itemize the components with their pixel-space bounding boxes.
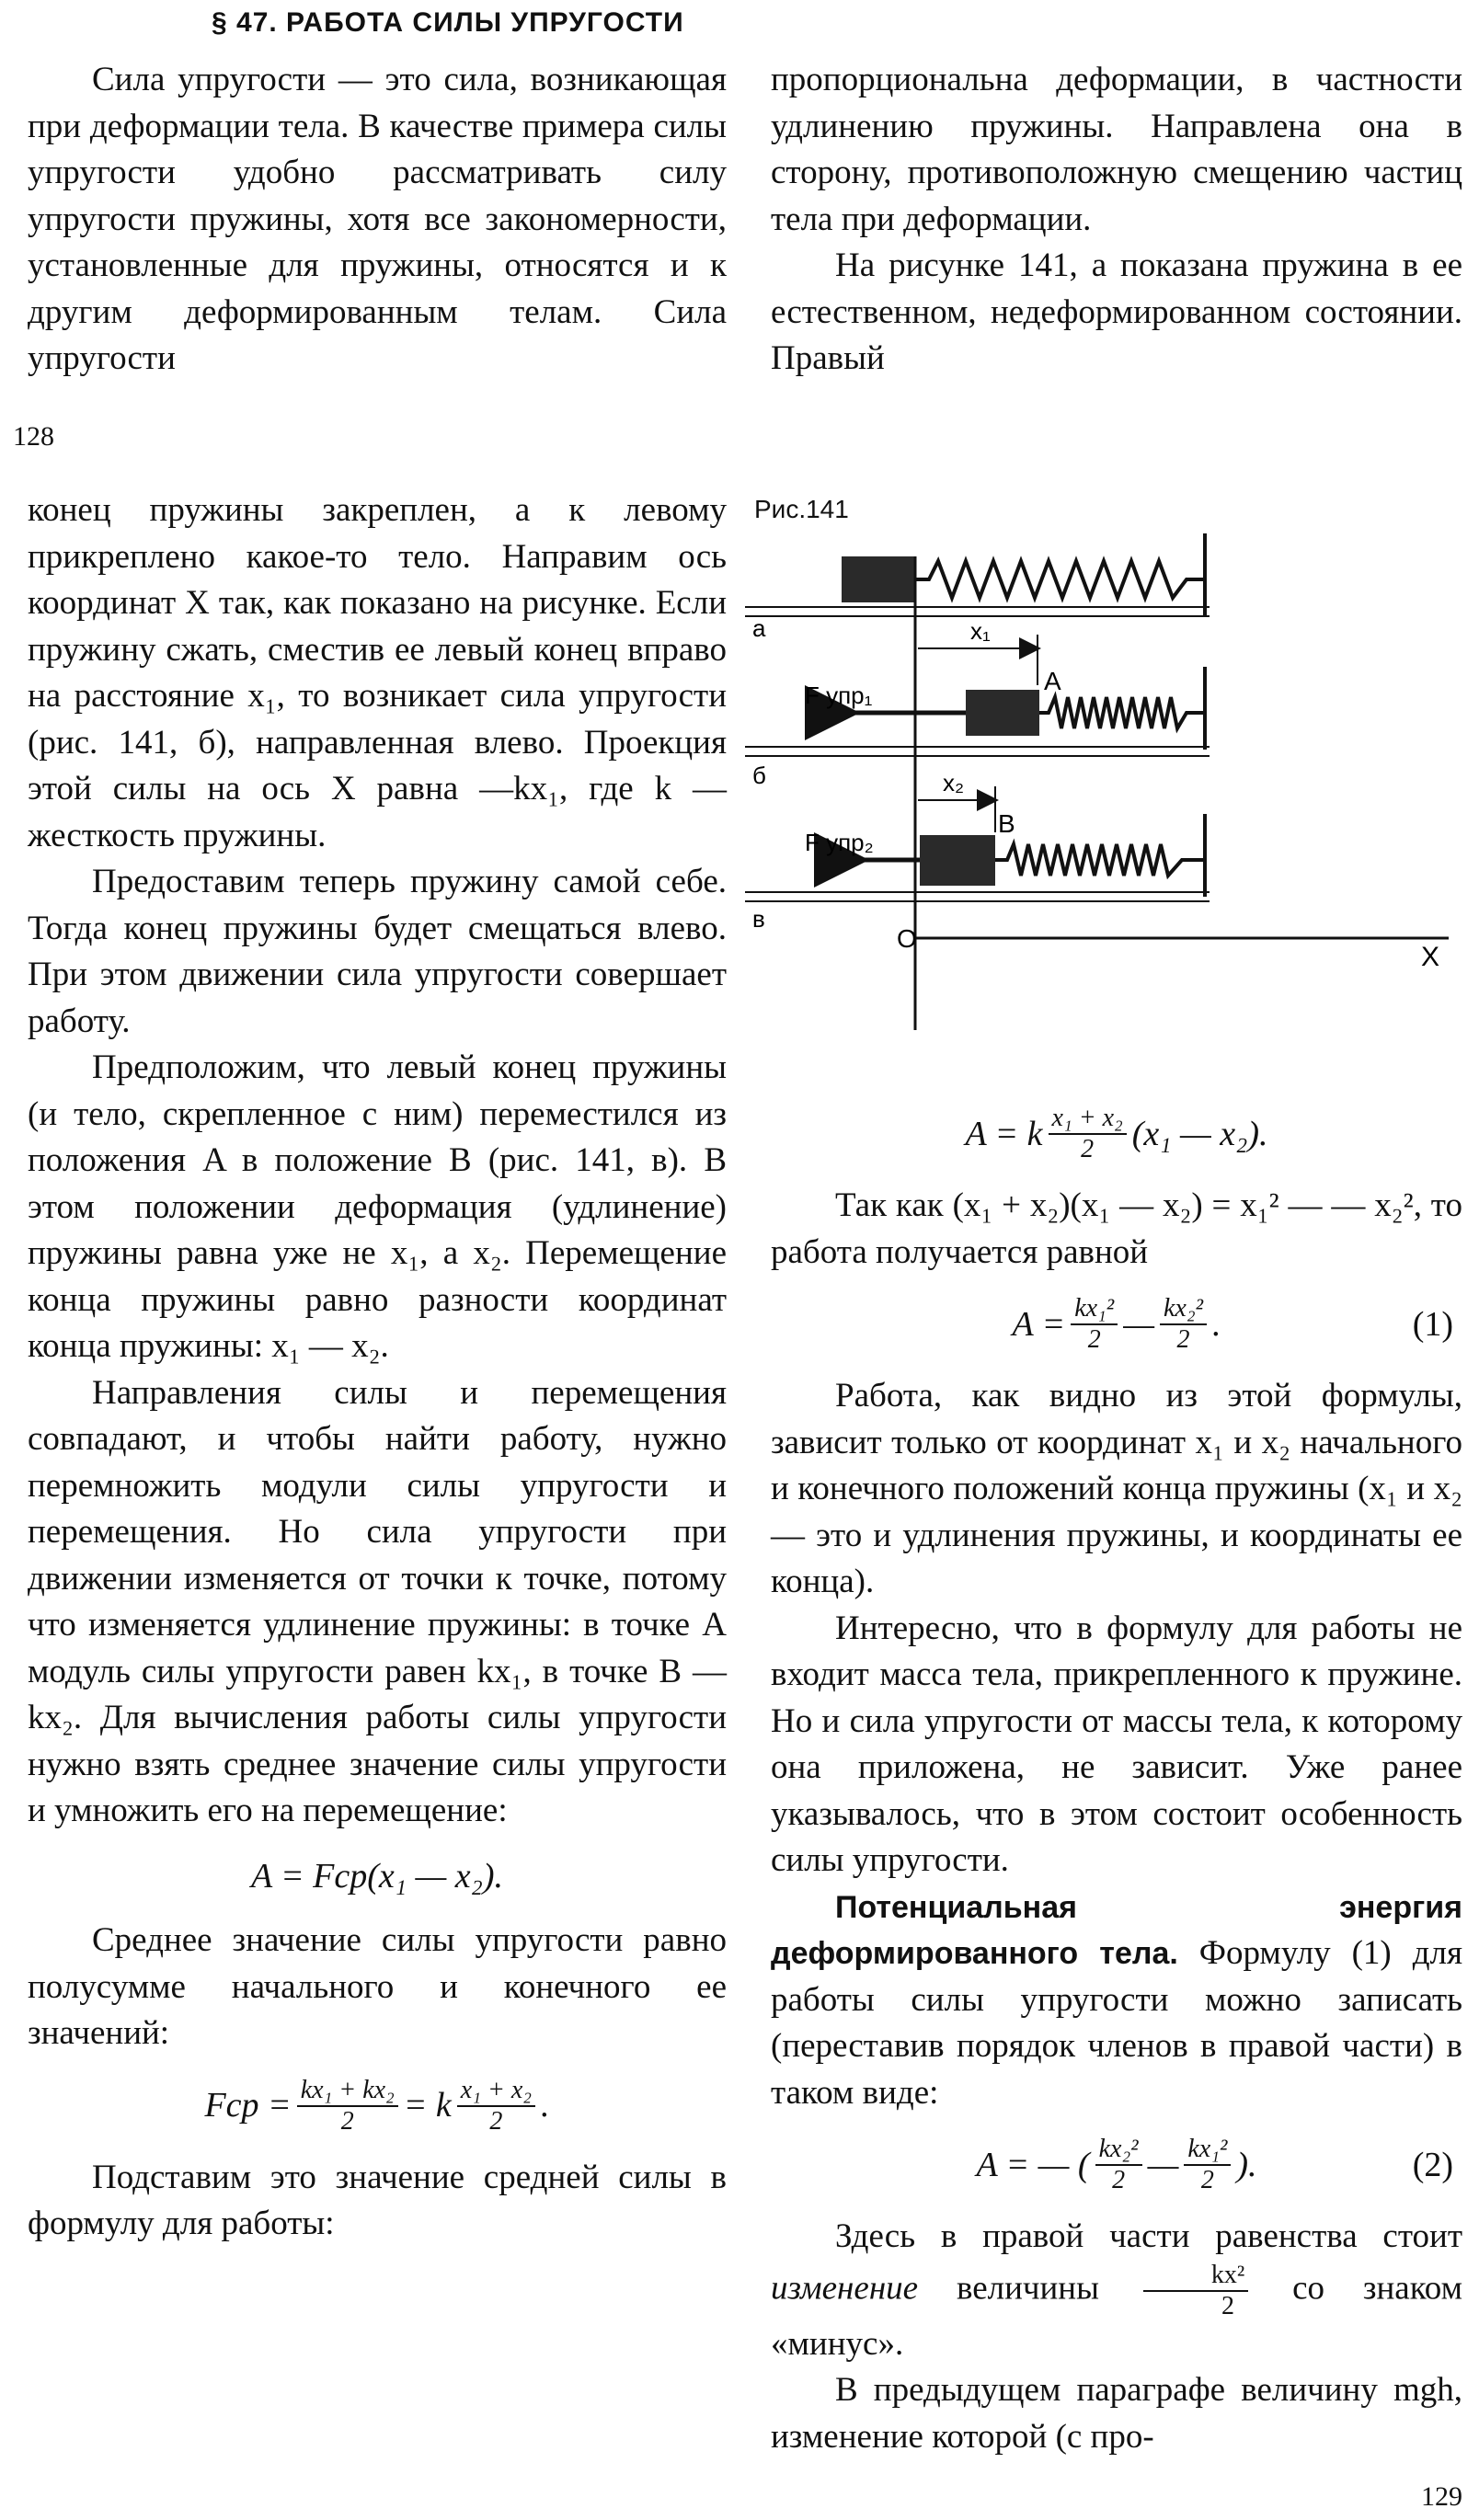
- formula-average-force: [28, 2076, 727, 2136]
- point-a-label: A: [1044, 667, 1061, 695]
- fraction-numerator: kx²: [1143, 2261, 1248, 2292]
- block-compressed: [966, 690, 1039, 736]
- force2-label: F упр₂: [805, 829, 874, 856]
- spring-position-b: [995, 844, 1205, 876]
- force1-label: F упр₁: [805, 682, 873, 709]
- row-v: [745, 769, 1210, 933]
- right-paragraph-3: Интересно, что в формулу для работы не входит масса тела, прикрепленного к пружине. Но и сила упругости от массы тела, к которому она приложена, не зависит. Уже ранее указывалось, что в этом состоит особенность силы упругости.: [771, 1609, 1462, 1879]
- formula1-fraction-2: [1160, 1294, 1207, 1355]
- left-column: [28, 487, 727, 2248]
- row-label-a: а: [752, 614, 766, 642]
- formula-2: [771, 2135, 1462, 2195]
- top-right-paragraph-1: пропорциональна деформации, в частности удлинению пружины. Направлена она в сторону, противоположную смещению частиц тела при деформации.: [771, 61, 1462, 238]
- block-position-b: [920, 835, 995, 886]
- fraction-numerator: kx₁²: [1184, 2135, 1231, 2166]
- fraction-numerator: kx₂²: [1095, 2135, 1142, 2166]
- page-number-128: 128: [13, 421, 54, 452]
- spring-compressed: [1039, 697, 1205, 728]
- fraction-denominator: 2: [1200, 2166, 1214, 2194]
- fraction-denominator: 2: [1087, 1325, 1101, 1354]
- spring-diagram: [745, 487, 1462, 1039]
- figure-caption: Рис.141: [754, 495, 849, 523]
- subheading-potential-energy: Потенциальная энергия деформированного тела.: [771, 1889, 1462, 1971]
- fraction-numerator: x₁ + x₂: [1049, 1104, 1127, 1135]
- origin-label: O: [897, 924, 917, 953]
- formula1-minus: —: [1123, 1304, 1154, 1344]
- figure-141: [745, 487, 1462, 1039]
- p5-mid: величины: [918, 2268, 1099, 2307]
- p5-italic-change: изменение: [771, 2268, 919, 2307]
- page-129: [0, 487, 1479, 2520]
- left-paragraph-6: Подставим это значение средней силы в формулу для работы:: [28, 2158, 727, 2242]
- formula1-end: .: [1211, 1304, 1221, 1344]
- top-left-paragraph: Сила упругости — это сила, возникающая при деформации тела. В качестве примера силы упругости удобно рассматривать силу упругости пружины, хотя все закономерности, установленные для пружины, относятся и к другим деформированным телам. Сила упругости: [28, 61, 727, 377]
- formula1-number: (1): [1412, 1304, 1453, 1344]
- left-paragraph-2: Предоставим теперь пружину самой себе. Тогда конец пружины будет смещаться влево. При этом движении сила упругости совершает работу.: [28, 863, 727, 1040]
- formula-fcp-fraction-1: [297, 2076, 398, 2136]
- row-label-v: в: [752, 905, 765, 933]
- formula-fcp-mid: = k: [403, 2086, 452, 2125]
- point-b-label: B: [998, 809, 1015, 838]
- formula-work-average: A = Fср(x₁ — x₂).: [251, 1856, 503, 1896]
- formula2-minus: —: [1147, 2145, 1179, 2184]
- formula-a-fraction: [1049, 1104, 1127, 1164]
- formula2-fraction-2: [1184, 2135, 1231, 2195]
- right-paragraph-6: В предыдущем параграфе величину mgh, изменение которой (с про-: [771, 2371, 1462, 2456]
- row-b: [745, 617, 1210, 789]
- formula-fcp-fraction-2: [457, 2076, 535, 2136]
- right-paragraph-4: [771, 1884, 1462, 2117]
- formula-1: [771, 1294, 1462, 1355]
- formula1-fraction-1: [1071, 1294, 1118, 1355]
- right-paragraph-5: [771, 2214, 1462, 2367]
- left-paragraph-1: конец пружины закреплен, а к левому прикреплено какое-то тело. Направим ось координат X так, как показано на рисунке. Если пружину сжать, сместив ее левый конец вправо на расстояние x₁, то возникает сила упругости (рис. 141, б), направленная влево. Проекция этой силы на ось X равна —kx₁, где k — жесткость пружины.: [28, 491, 727, 854]
- formula-fcp-end: .: [541, 2086, 550, 2125]
- top-right-paragraph-2: На рисунке 141, а показана пружина в ее естественном, недеформированном состоянии. Правый: [771, 246, 1462, 377]
- spring-relaxed: [915, 561, 1205, 598]
- fraction-denominator: 2: [1221, 2291, 1235, 2320]
- formula-work-a: [771, 1104, 1462, 1164]
- p5-fraction: [1143, 2261, 1248, 2321]
- fraction-denominator: 2: [1112, 2166, 1126, 2194]
- fraction-numerator: kx₁²: [1071, 1294, 1118, 1325]
- fraction-numerator: x₁ + x₂: [457, 2076, 535, 2107]
- formula2-fraction-1: [1095, 2135, 1142, 2195]
- row-label-b: б: [752, 762, 766, 789]
- formula-fcp-left: Fср =: [204, 2086, 292, 2125]
- p5-end: со знаком «минус».: [771, 2268, 1462, 2363]
- p5-start: Здесь в правой части равенства стоит: [835, 2217, 1462, 2255]
- fraction-denominator: 2: [489, 2106, 503, 2136]
- right-paragraph-4-text: Формулу (1) для работы силы упругости можно записать (переставив порядок членов в правой части) в таком виде:: [771, 1934, 1462, 2112]
- left-paragraph-3: Предположим, что левый конец пружины (и тело, скрепленное с ним) переместился из положения A в положение B (рис. 141, в). В этом положении деформация (удлинение) пружины равна уже не x₁, а x₂. Перемещение конца пружины равно разности координат конца пружины: x₁ — x₂.: [28, 1048, 727, 1365]
- formula-a-right: (x₁ — x₂).: [1131, 1114, 1268, 1153]
- top-left-column: [28, 57, 727, 383]
- block-relaxed: [842, 556, 915, 602]
- page-number-129: 129: [1421, 2481, 1462, 2512]
- formula-a-left: A = k: [965, 1114, 1043, 1153]
- left-paragraph-4: Направления силы и перемещения совпадают, и чтобы найти работу, нужно перемножить модули силы упругости и перемещения. Но сила упругости при движении изменяется от точки к точке, потому что изменяется удлинение пружины: в точке A модуль силы упругости равен kx₁, в точке B — kx₂. Для вычисления работы силы упругости нужно взять среднее значение силы упругости и умножить его на перемещение:: [28, 1373, 727, 1829]
- formula2-end: ).: [1236, 2145, 1257, 2184]
- formula2-number: (2): [1412, 2145, 1453, 2184]
- right-paragraph-1: Так как (x₁ + x₂)(x₁ — x₂) = x₁² — — x₂², то работа получается равной: [771, 1186, 1462, 1271]
- axis-x-label: X: [1421, 942, 1440, 972]
- right-paragraph-2: Работа, как видно из этой формулы, зависит только от координат x₁ и x₂ начального и конечного положений конца пружины (x₁ и x₂ — это и удлинения пружины, и координаты ее конца).: [771, 1377, 1462, 1600]
- fraction-denominator: 2: [340, 2106, 354, 2136]
- fraction-denominator: 2: [1081, 1135, 1095, 1163]
- formula1-left: A =: [1012, 1304, 1066, 1344]
- formula2-left: A = — (: [976, 2145, 1090, 2184]
- x1-label: x₁: [970, 617, 991, 645]
- top-right-column: [771, 57, 1462, 383]
- section-heading: § 47. РАБОТА СИЛЫ УПРУГОСТИ: [212, 7, 684, 38]
- right-column: [771, 1085, 1462, 2460]
- left-paragraph-5: Среднее значение силы упругости равно полусумме начального и конечного ее значений:: [28, 1921, 727, 2052]
- x2-label: x₂: [943, 769, 965, 796]
- fraction-denominator: 2: [1176, 1325, 1190, 1354]
- fraction-numerator: kx₂²: [1160, 1294, 1207, 1325]
- page-128-fragment: [0, 0, 1479, 487]
- fraction-numerator: kx₁ + kx₂: [297, 2076, 398, 2107]
